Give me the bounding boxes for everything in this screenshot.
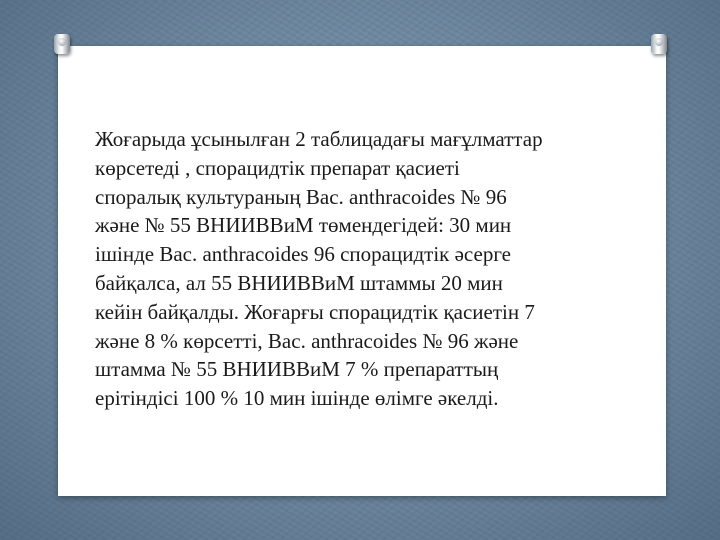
- text-line: көрсетеді , спорацидтік препарат қасиеті: [95, 155, 460, 180]
- text-line: ерітіндісі 100 % 10 мин ішінде өлімге әкелді.: [95, 386, 499, 411]
- body-paragraph: [95, 125, 655, 413]
- text-line: споралық культураның Bac. anthracoides № 96: [95, 184, 507, 209]
- text-line: және 8 % көрсетті, Bac. anthracoides № 96 және: [95, 328, 519, 353]
- text-line: кейін байқалды. Жоғарғы спорацидтік қасиетін 7: [95, 299, 535, 324]
- text-line: байқалса, ал 55 ВНИИВВиМ штаммы 20 мин: [95, 270, 503, 295]
- text-line: және № 55 ВНИИВВиМ төмендегідей: 30 мин: [95, 213, 512, 238]
- text-line: Жоғарыда ұсынылған 2 таблицадағы мағұлматтар: [95, 127, 543, 151]
- text-line: штамма № 55 ВНИИВВиМ 7 % препараттың: [95, 357, 499, 382]
- pin-icon: [54, 34, 70, 54]
- text-line: ішінде Bac. anthracoides 96 спорацидтік әсерге: [95, 242, 511, 267]
- pin-icon: [651, 34, 667, 54]
